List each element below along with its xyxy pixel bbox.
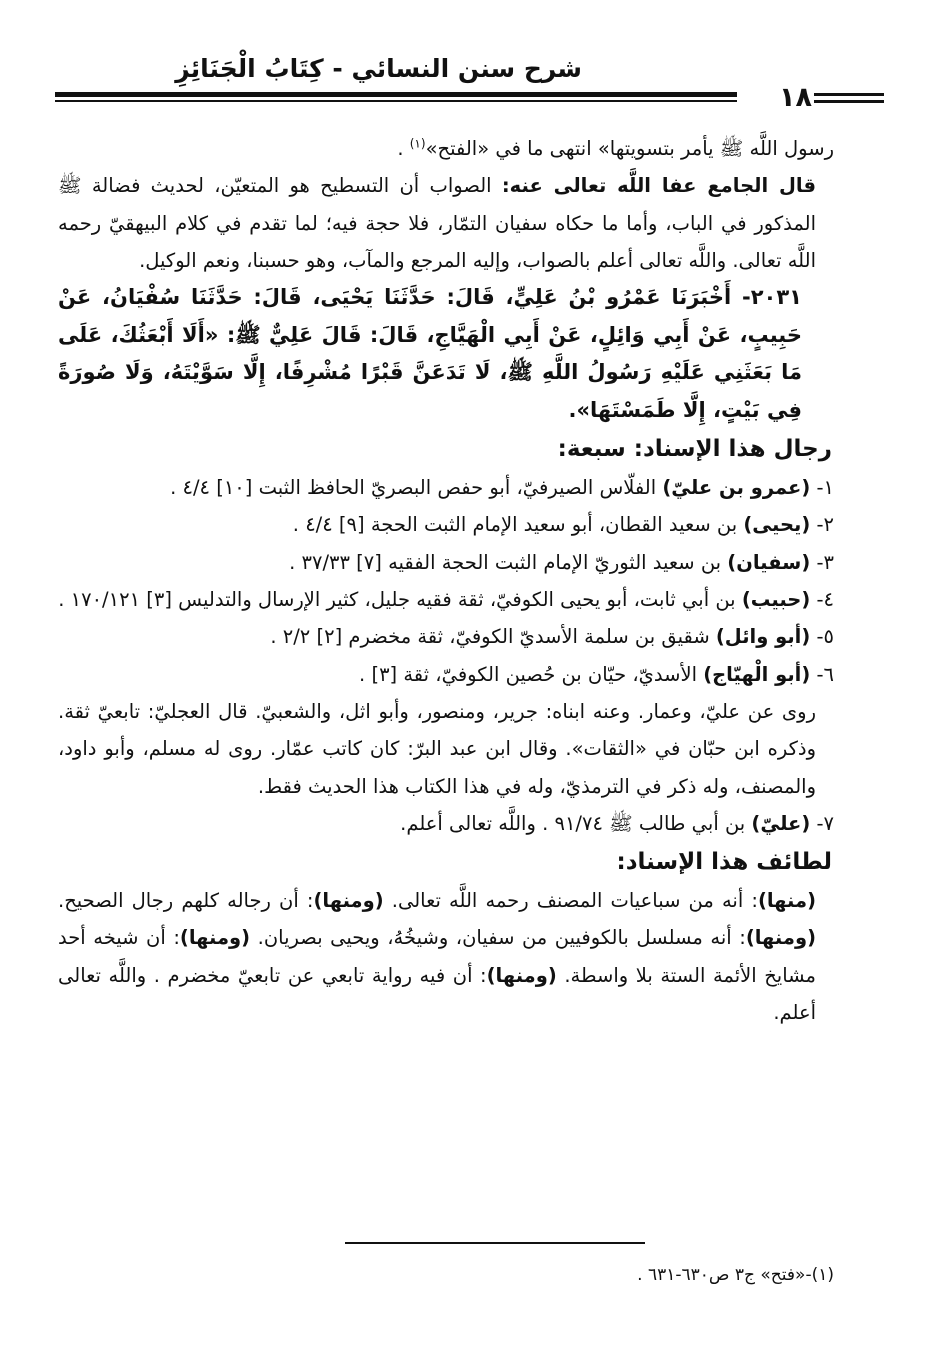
heading-rijal: رجال هذا الإسناد: سبعة: bbox=[557, 436, 832, 463]
narrator-3: ٣- (سفيان) بن سعيد الثوريّ الإمام الثبت الحجة الفقيه [٧] ٣٧/٣٣ . bbox=[289, 550, 834, 574]
page-number: ١٨ bbox=[779, 82, 812, 113]
page-number-rule bbox=[814, 93, 884, 96]
narrator-6: ٦- (أبو الْهيّاج) الأسديّ، حيّان بن حُصين الكوفيّ، ثقة [٣] . bbox=[359, 662, 834, 686]
page-number-rule-2 bbox=[814, 100, 884, 103]
hadith-number: ٢٠٣١- bbox=[742, 285, 802, 310]
header-rule bbox=[55, 92, 737, 97]
narrator-2: ٢- (يحيى) بن سعيد القطان، أبو سعيد الإمام الثبت الحجة [٩] ٤/٤ . bbox=[292, 513, 834, 537]
header-rule-thin bbox=[55, 100, 737, 102]
lataif-paragraph: (منها): أنه من سباعيات المصنف رحمه اللَّه تعالى. (ومنها): أن رجاله كلهم رجال الصحيح. (ومنها): أنه مسلسل بالكوفيين من سفيان، وشيخُهُ، ويحيى بصريان. (ومنها): أن شيخه أحد مشايخ الأئمة الستة بلا واسطة. (ومنها): أن فيه رواية تابعي عن تابعيّ مخضرم . واللَّه تعالى أعلم. bbox=[58, 889, 817, 1025]
commentary-text: الصواب أن التسطيح هو المتعيّن، لحديث فضالة ﷺ المذكور في الباب، وأما ما حكاه سفيان التمّار، فلا حجة فيه؛ لما تقدم في كلام البيهقيّ رحمه اللَّه تعالى. واللَّه تعالى أعلم بالصواب، وإليه المرجع والمآب، وهو حسبنا، ونعم الوكيل. bbox=[58, 174, 816, 272]
running-title: شرح سنن النسائي - كِتَابُ الْجَنَائِزِ bbox=[175, 54, 582, 83]
footnote-marker: (١) bbox=[409, 136, 426, 151]
hadith-text bbox=[58, 279, 834, 429]
page-body bbox=[58, 130, 834, 1031]
paragraph-commentary bbox=[58, 167, 834, 279]
hadith-body: أَخْبَرَنَا عَمْرُو بْنُ عَلِيٍّ، قَالَ: حَدَّثَنَا يَحْيَى، قَالَ: حَدَّثَنَا سُفْيَانُ، عَنْ حَبِيبٍ، عَنْ أَبِي وَائِلٍ، عَنْ أَبِي الْهَيَّاجِ، قَالَ: قَالَ عَلِيٌّ ﷺ: «أَلَا أَبْعَثُكَ، عَلَى مَا بَعَثَنِي عَلَيْهِ رَسُولُ اللَّهِ ﷺ، لَا تَدَعَنَّ قَبْرًا مُشْرِفًا، إِلَّا سَوَّيْتَهُ، وَلَا صُورَةً فِي بَيْتٍ، إِلَّا طَمَسْتَهَا». bbox=[58, 285, 802, 422]
heading-lataif: لطائف هذا الإسناد: bbox=[616, 849, 832, 876]
narrator-6-details: روى عن عليّ، وعمار. وعنه ابناه: جرير، ومنصور، وأبو اثل، والشعبيّ. قال العجليّ: تابعيّ ثقة. وذكره ابن حبّان في «الثقات». وقال ابن عبد البرّ: كان كاتب عمّار. روى له مسلم، وأبو داود، والمصنف، وله ذكر في الترمذيّ، وله في هذا الكتاب هذا الحديث فقط. bbox=[58, 699, 816, 798]
footnote-rule bbox=[345, 1242, 645, 1244]
footnote: (١)-«فتح» ج٣ ص٦٣٠-٦٣١ . bbox=[637, 1265, 834, 1285]
paragraph-continuation: رسول اللَّه ﷺ يأمر بتسويتها» انتهى ما في «الفتح»$^{(١)}$ . bbox=[397, 136, 834, 160]
narrator-1: ١- (عمرو بن عليّ) الفلّاس الصيرفيّ، أبو حفص البصريّ الحافظ الثبت [١٠] ٤/٤ . bbox=[170, 476, 834, 500]
narrator-4: ٤- (حبيب) بن أبي ثابت، أبو يحيى الكوفيّ، ثقة فقيه جليل، كثير الإرسال والتدليس [٣] ١٧٠/١٢١ . bbox=[58, 588, 834, 612]
narrator-5: ٥- (أبو وائل) شقيق بن سلمة الأسديّ الكوفيّ، ثقة مخضرم [٢] ٢/٢ . bbox=[270, 625, 834, 649]
narrator-7: ٧- (عليّ) بن أبي طالب ﷺ ٩١/٧٤ . واللَّه تعالى أعلم. bbox=[400, 811, 834, 835]
commentary-lead: قال الجامع عفا اللَّه تعالى عنه: bbox=[501, 174, 816, 198]
